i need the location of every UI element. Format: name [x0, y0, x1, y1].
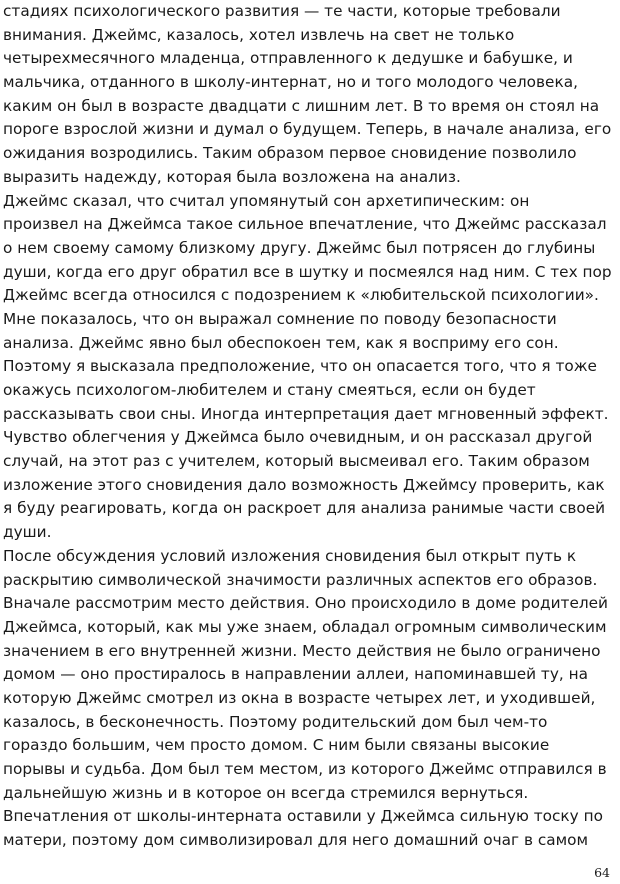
- text-line: матери, поэтому дом символизировал для него домашний очаг в самом: [3, 831, 589, 850]
- text-line: Поэтому я высказала предположение, что он опасается того, что я тоже: [3, 357, 597, 376]
- text-line: Вначале рассмотрим место действия. Оно происходило в доме родителей: [3, 594, 609, 613]
- text-line: случай, на этот раз с учителем, который высмеивал его. Таким образом: [3, 452, 590, 471]
- body-text: [3, 0, 619, 853]
- text-line: После обсуждения условий изложения сновидения был открыт путь к: [3, 546, 577, 565]
- text-line: которую Джеймс смотрел из окна в возрасте четырех лет, и уходившей,: [3, 688, 596, 707]
- text-line: порывы и судьба. Дом был тем местом, из которого Джеймс отправился в: [3, 760, 607, 778]
- text-line: изложение этого сновидения дало возможность Джеймсу проверить, как: [3, 475, 605, 494]
- text-line: души.: [3, 523, 52, 542]
- text-line: гораздо большим, чем просто домом. С ним были связаны высокие: [3, 736, 550, 755]
- text-line: выразить надежду, которая была возложена на анализ.: [3, 167, 461, 186]
- text-line: о нем своему самому близкому другу. Джеймс был потрясен до глубины: [3, 238, 596, 257]
- text-line: Джеймс всегда относился с подозрением к «любительской психологии».: [3, 286, 599, 305]
- text-line: казалось, в бесконечность. Поэтому родительский дом был чем-то: [3, 712, 548, 731]
- text-line: Мне показалось, что он выражал сомнение по поводу безопасности: [3, 309, 557, 328]
- text-line: ожидания возродились. Таким образом первое сновидение позволило: [3, 144, 577, 163]
- text-line: четырехмесячного младенца, отправленного к дедушке и бабушке, и: [3, 49, 573, 68]
- text-line: мальчика, отданного в школу-интернат, но и того молодого человека,: [3, 73, 578, 92]
- page-number: 64: [594, 865, 610, 880]
- text-line: я буду реагировать, когда он раскроет для анализа ранимые части своей: [3, 499, 606, 518]
- text-line: Чувство облегчения у Джеймса было очевидным, и он рассказал другой: [3, 428, 593, 447]
- text-line: каким он был в возрасте двадцати с лишним лет. В то время он стоял на: [3, 96, 600, 115]
- text-line: Джеймс сказал, что считал упомянутый сон архетипическим: он: [3, 191, 530, 210]
- text-line: произвел на Джеймса такое сильное впечатление, что Джеймс рассказал: [3, 215, 607, 234]
- text-line: анализа. Джеймс явно был обеспокоен тем, как я восприму его сон.: [3, 333, 559, 352]
- text-line: души, когда его друг обратил все в шутку и посмеялся над ним. С тех пор: [3, 262, 612, 281]
- text-line: Джеймса, который, как мы уже знаем, обладал огромным символическим: [3, 617, 607, 636]
- text-line: раскрытию символической значимости различных аспектов его образов.: [3, 570, 598, 589]
- text-line: домом — оно простиралось в направлении аллеи, напоминавшей ту, на: [3, 665, 588, 684]
- text-line: пороге взрослой жизни и думал о будущем. Теперь, в начале анализа, его: [3, 120, 612, 139]
- text-line: окажусь психологом-любителем и стану смеяться, если он будет: [3, 381, 536, 399]
- text-line: Впечатления от школы-интерната оставили у Джеймса сильную тоску по: [3, 807, 603, 826]
- text-line: стадиях психологического развития — те части, которые требовали: [3, 2, 561, 20]
- text-line: внимания. Джеймс, казалось, хотел извлечь на свет не только: [3, 25, 515, 44]
- text-line: значением в его внутренней жизни. Место действия не было ограничено: [3, 641, 601, 660]
- text-line: дальнейшую жизнь и в которое он всегда стремился вернуться.: [3, 783, 529, 802]
- text-line: рассказывать свои сны. Иногда интерпретация дает мгновенный эффект.: [3, 404, 609, 423]
